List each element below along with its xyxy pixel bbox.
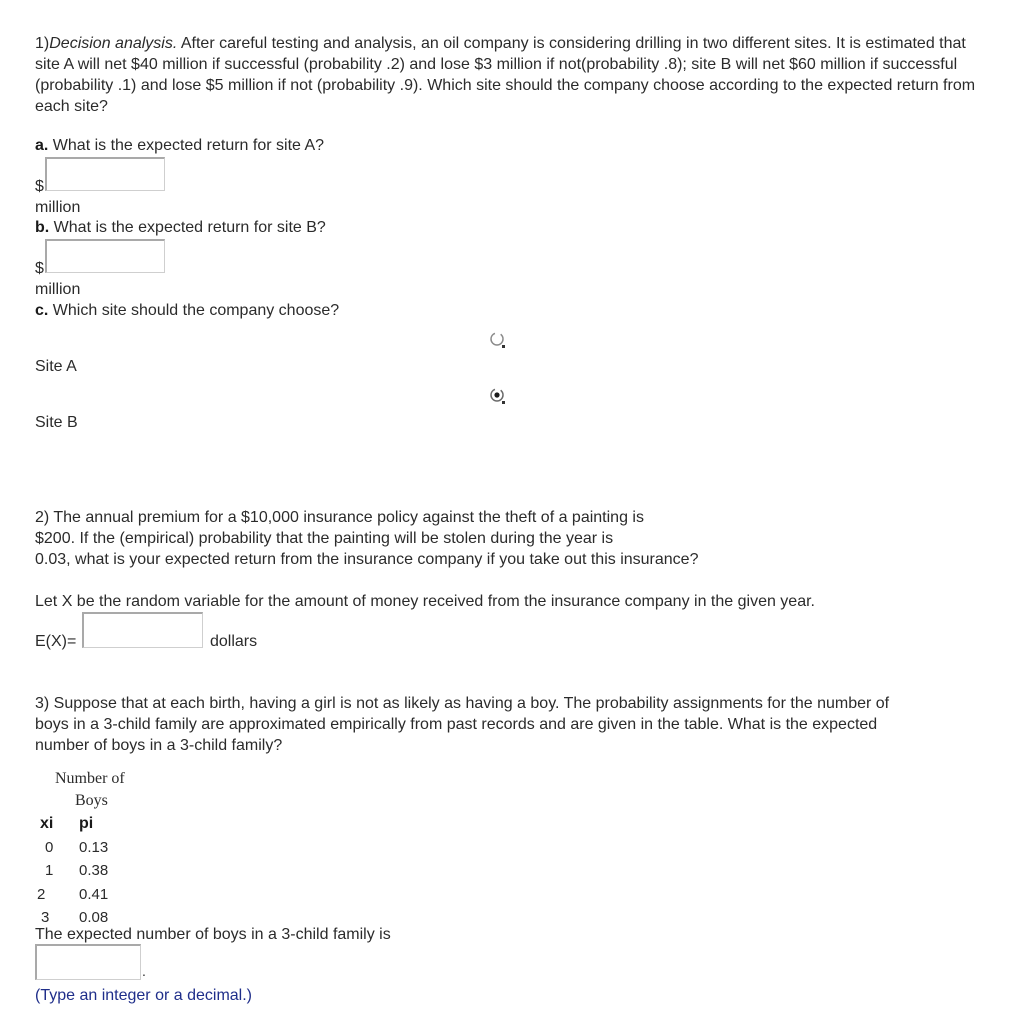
q1c-label: c. — [35, 302, 49, 319]
table-row-0-pi: 0.13 — [79, 839, 109, 856]
q3-line-1: 3) Suppose that at each birth, having a girl is not as likely as having a boy. The probability assignments for the number of — [35, 695, 890, 712]
table-row-2-xi: 2 — [37, 886, 46, 903]
site-a-radio[interactable] — [489, 331, 507, 349]
table-row-0-xi: 0 — [45, 839, 54, 856]
q1-prefix: 1) — [35, 35, 50, 52]
q3-answer-prompt: The expected number of boys in a 3-child family is — [35, 926, 391, 943]
table-row-2-pi: 0.41 — [79, 886, 109, 903]
q1b-question — [35, 219, 326, 237]
q1b-answer-input[interactable] — [45, 239, 165, 273]
table-caption-line1: Number of — [55, 770, 125, 787]
q2-ex-input[interactable] — [82, 612, 203, 648]
q2-line-3: 0.03, what is your expected return from the insurance company if you take out this insurance? — [35, 551, 699, 568]
q3-line-3: number of boys in a 3-child family? — [35, 737, 283, 754]
table-caption-line2: Boys — [75, 792, 108, 809]
q1a-unit: million — [35, 199, 81, 216]
q3-hint: (Type an integer or a decimal.) — [35, 987, 252, 1004]
table-row-3-xi: 3 — [41, 909, 50, 926]
site-b-label[interactable]: Site B — [35, 414, 78, 431]
q1a-text: What is the expected return for site A? — [48, 137, 325, 154]
q1b-currency: $ — [35, 260, 44, 277]
table-row-1-xi: 1 — [45, 862, 54, 879]
q1a-answer-input[interactable] — [45, 157, 165, 191]
q2-ex-label: E(X)= — [35, 633, 77, 650]
q3-answer-input[interactable] — [35, 944, 141, 980]
q1c-question — [35, 302, 339, 320]
q3-answer-suffix: . — [142, 963, 146, 979]
table-row-3-pi: 0.08 — [79, 909, 109, 926]
q3-line-2: boys in a 3-child family are approximated empirically from past records and are given in the table. What is the expected — [35, 716, 878, 733]
q1b-unit: million — [35, 281, 81, 298]
site-a-label[interactable]: Site A — [35, 358, 77, 375]
q1a-currency: $ — [35, 178, 44, 195]
q1-body: After careful testing and analysis, an oil company is considering drilling in two different sites. It is estimated that site A will net $40 million if successful (probability .2) and lose $3 million if not(probability .8); site B will net $60 million if successful (probability .1) and lose $5 million if not (probability .9). Which site should the company choose according to the expected return from each site? — [35, 35, 976, 115]
q2-line-4: Let X be the random variable for the amount of money received from the insurance company in the given year. — [35, 593, 815, 610]
q1-title: Decision analysis. — [49, 35, 178, 52]
table-row-1-pi: 0.38 — [79, 862, 109, 879]
q2-unit: dollars — [210, 633, 258, 650]
q2-line-1: 2) The annual premium for a $10,000 insurance policy against the theft of a painting is — [35, 509, 644, 526]
q1b-label: b. — [35, 219, 50, 236]
q1c-text: Which site should the company choose? — [48, 302, 340, 319]
q1a-label: a. — [35, 137, 49, 154]
table-header-pi: pi — [79, 815, 94, 832]
q1-text — [35, 33, 985, 117]
site-b-radio[interactable] — [489, 387, 507, 405]
table-header-xi: xi — [40, 815, 54, 832]
q1b-text: What is the expected return for site B? — [49, 219, 326, 236]
q1a-question — [35, 137, 324, 155]
q2-line-2: $200. If the (empirical) probability that the painting will be stolen during the year is — [35, 530, 614, 547]
